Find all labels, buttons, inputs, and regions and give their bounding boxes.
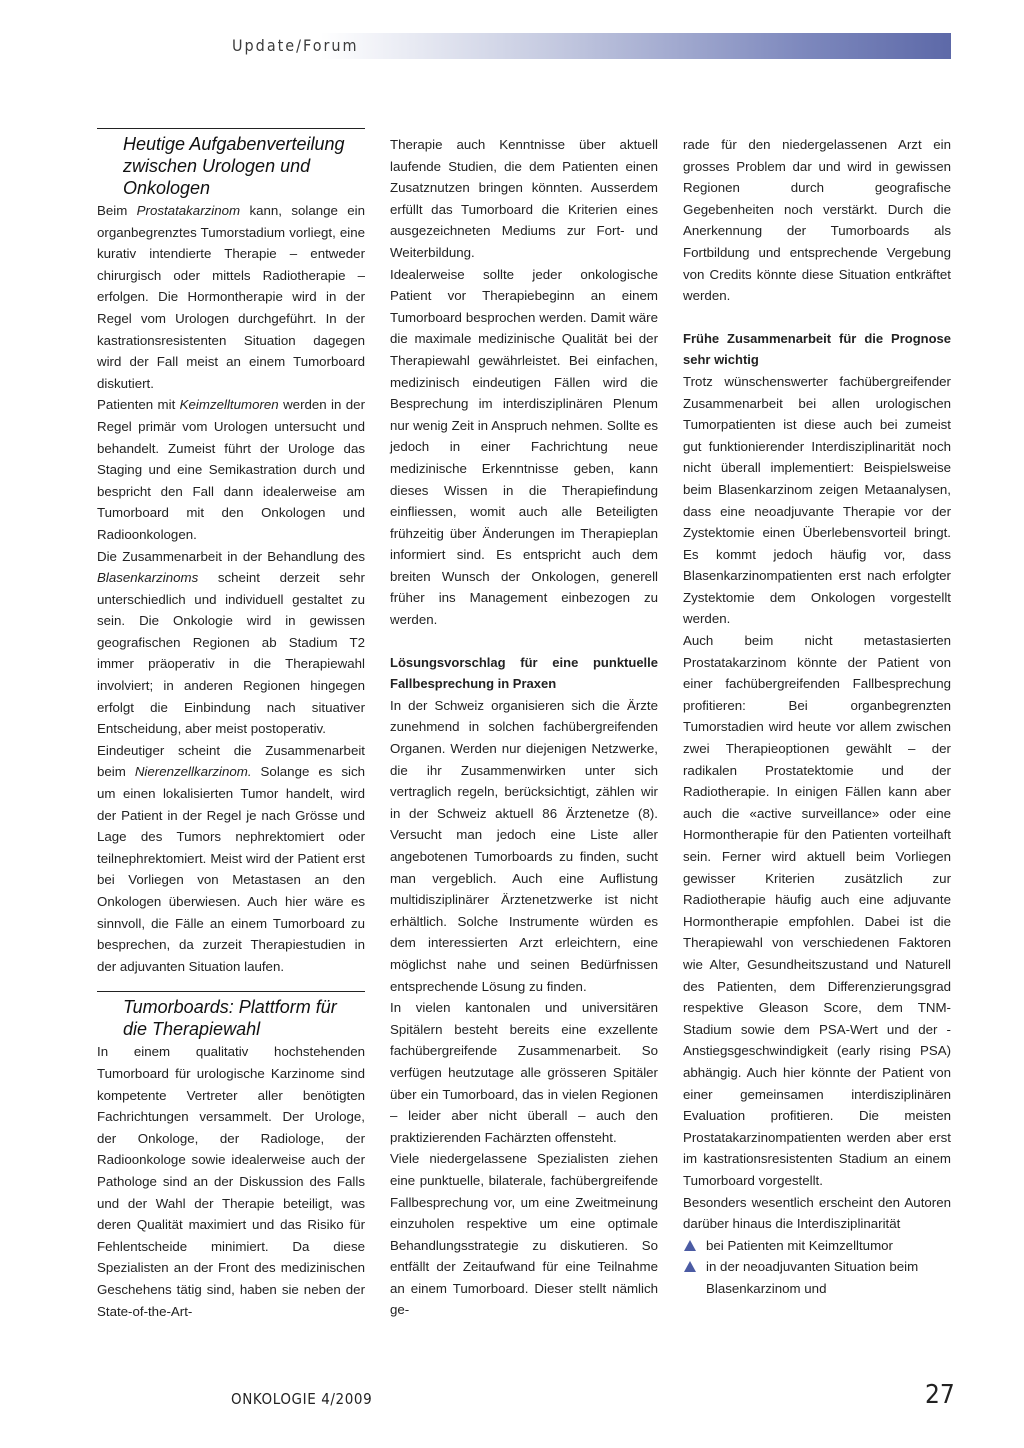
paragraph: rade für den niedergelassenen Arzt ein grosses Problem dar und wird in gewissen Regionen durch geografische Gegebenheiten noch verstärkt. Durch die Anerkennung der Tumorboards als Fortbildung und entsprechende Vergebung von Credits könnte diese Situation entkräftet werden. — [683, 137, 951, 304]
paragraph: In vielen kantonalen und universitären Spitälern besteht bereits eine exzellente fachübergreifende Zusammenarbeit. So verfügen heutzutage alle grösseren Spitäler über ein Tumorboard, das in vielen Regionen – leider aber nicht überall – auch den praktizierenden Fachärzten offensteht. — [390, 1000, 658, 1145]
page-number: 27 — [925, 1380, 955, 1410]
bullet-list — [683, 1235, 951, 1300]
paragraph: Besonders wesentlich erscheint den Autoren darüber hinaus die Interdisziplinarität — [683, 1194, 951, 1232]
paragraph: Viele niedergelassene Spezialisten ziehen eine punktuelle, bilaterale, fachübergreifende Fallbesprechung vor, um eine Zweitmeinung einzuholen respektive um eine optimale Behandlungsstrategie zu diskutieren. So entfällt der Zeitaufwand für eine Teilnahme an einem Tumorboard. Dieser stellt nämlich ge- — [390, 1151, 658, 1318]
section-rule — [97, 128, 365, 129]
paragraph: Beim Prostatakarzinom kann, solange ein organbegrenztes Tumorstadium vorliegt, eine kurativ intendierte Therapie – entweder chirurgisch oder mittels Radiotherapie – erfolgen. Die Hormontherapie wird in der Regel vom Urologen durchgeführt. In der kastrationsresistenten Situation dagegen wird der Fall meist an einem Tumorboard diskutiert. — [97, 203, 365, 391]
paragraph: Therapie auch Kenntnisse über aktuell laufende Studien, die dem Patienten einen Zusatznutzen bringen könnten. Ausserdem erfüllt das Tumorboard die Kriterien eines ausgezeichneten Mediums zur Fort- und Weiterbildung. — [390, 137, 658, 260]
subheading: Frühe Zusammenarbeit für die Prognose sehr wichtig — [683, 330, 951, 368]
paragraph: Auch beim nicht metastasierten Prostatakarzinom könnte der Patient von einer fachübergreifenden Fallbesprechung profitieren: Bei organbegrenzten Tumorstadien wird heute vor allem zwischen zwei Therapieoptionen gewählt – der radikalen Prostatektomie und der Radiotherapie. In einigen Fällen kann aber auch die «active surveillance» oder eine Hormontherapie für den Patienten vorteilhaft sein. Ferner wird aktuell beim Vorliegen gewisser Kriterien zusätzlich zur Radiotherapie häufig auch eine adjuvante Hormontherapie empfohlen. Dabei ist die Therapiewahl von verschiedenen Faktoren wie Alter, Gesundheitszustand und Naturell des Patienten, dem Differenzierungsgrad respektive Gleason Score, dem TNM-Stadium sowie dem PSA-Wert und der -Anstiegsgeschwindigkeit (early rising PSA) abhängig. Auch hier könnte der Patient von einer gemeinsamen interdisziplinären Evaluation profitieren. Die meisten Prostatakarzinompatienten werden aber erst im kastrationsresistenten Stadium an einem Tumorboard vorgestellt. — [683, 633, 951, 1188]
list-item: bei Patienten mit Keimzelltumor — [683, 1235, 951, 1257]
column-1 — [97, 128, 365, 1322]
section-heading: Tumorboards: Plattform für die Therapiewahl — [123, 997, 337, 1040]
triangle-bullet-icon — [684, 1261, 696, 1272]
column-2 — [390, 128, 658, 1321]
column-3 — [683, 128, 951, 1299]
section-rule — [97, 991, 365, 992]
paragraph: Idealerweise sollte jeder onkologische Patient vor Therapiebeginn an einem Tumorboard besprochen werden. Damit wäre die maximale medizinische Qualität bei der Therapiewahl gewährleistet. Bei einfachen, medizinisch eindeutigen Fällen wird die Besprechung im interdisziplinären Plenum nur wenig Zeit in Anspruch nehmen. Sollte es jedoch in einer Fachrichtung neue medizinische Erkenntnisse geben, kann dieses Wissen in die Therapiefindung einfliessen, womit auch alle Beteiligten frühzeitig über Änderungen im Therapieplan informiert sind. Es entspricht auch dem breiten Wunsch der Onkologen, generell früher ins Management einbezogen zu werden. — [390, 266, 658, 628]
journal-footer: ONKOLOGIE 4/2009 — [231, 1390, 373, 1408]
paragraph: In einem qualitativ hochstehenden Tumorboard für urologische Karzinome sind kompetente Vertreter aller benötigten Fachrichtungen versammelt. Der Urologe, der Onkologe, der Radiologe, der Radioonkologe sowie idealerweise auch der Pathologe sind an der Diskussion des Falls und der Wahl der Therapie beteiligt, was deren Qualität maximiert und das Risiko für Fehlentscheide minimiert. Da diese Spezialisten an der Front des medizinischen Geschehens tätig sind, haben sie neben der State-of-the-Art- — [97, 1044, 365, 1319]
section-heading: Heutige Aufgabenverteilung zwischen Urologen und Onkologen — [123, 134, 345, 198]
paragraph: Trotz wünschenswerter fachübergreifender Zusammenarbeit bei allen urologischen Tumorpatienten ist diese auch bei zumeist gut funktionierender Interdisziplinarität noch nicht überall implementiert: Beispielsweise beim Blasenkarzinom zeigen Metaanalysen, dass eine neoadjuvante Therapie vor der Zystektomie einen Überlebensvorteil bringt. Es kommt jedoch häufig vor, dass Blasenkarzinompatienten erst nach erfolgter Zystektomie dem Onkologen vorgestellt werden. — [683, 373, 951, 627]
paragraph: Patienten mit Keimzelltumoren werden in der Regel primär vom Urologen untersucht und behandelt. Zumeist führt der Urologe das Staging und eine Semikastration durch und bespricht den Fall dann idealerweise am Tumorboard mit den Onkologen und Radioonkologen. — [97, 397, 365, 542]
paragraph: In der Schweiz organisieren sich die Ärzte zunehmend in solchen fachübergreifenden Organen. Werden nur diejenigen Netzwerke, die ihr Zusammenwirken unter sich vertraglich regeln, berücksichtigt, zählen wir in der Schweiz aktuell 86 Ärztenetze (8). Versucht man jedoch eine Liste aller angebotenen Tumorboards zu finden, sucht man vergeblich. Auch eine Auflistung multidisziplinärer Ärztenetzwerke ist nicht erhältlich. Solche Instrumente würden es dem interessierten Arzt erleichtern, eine möglichst nahe und seinen Bedürfnissen entsprechende Lösung zu finden. — [390, 697, 658, 994]
section-label: Update/Forum — [232, 36, 359, 55]
paragraph: Eindeutiger scheint die Zusammenarbeit beim Nierenzellkarzinom. Solange es sich um einen lokalisierten Tumor handelt, wird der Patient in der Regel je nach Grösse und Lage des Tumors nephrektomiert oder teilnephrektomiert. Meist wird der Patient erst bei Vorliegen von Metastasen an den Onkologen überwiesen. Auch hier wäre es sinnvoll, die Fälle an einem Tumorboard zu besprechen, da zurzeit Therapiestudien in der adjuvanten Situation laufen. — [97, 742, 366, 974]
subheading: Lösungsvorschlag für eine punktuelle Fallbesprechung in Praxen — [390, 654, 658, 692]
paragraph: Die Zusammenarbeit in der Behandlung des Blasenkarzinoms scheint derzeit sehr unterschiedlich und individuell gestaltet zu sein. Die Onkologie wird in gewissen geografischen Regionen ab Stadium T2 immer präoperativ in die Therapiewahl involviert; in anderen Regionen hingegen erfolgt die Einbindung nach situativer Entscheidung, aber meist postoperativ. — [97, 548, 365, 737]
list-item: in der neoadjuvanten Situation beim Blasenkarzinom und — [683, 1256, 951, 1299]
triangle-bullet-icon — [684, 1240, 696, 1251]
